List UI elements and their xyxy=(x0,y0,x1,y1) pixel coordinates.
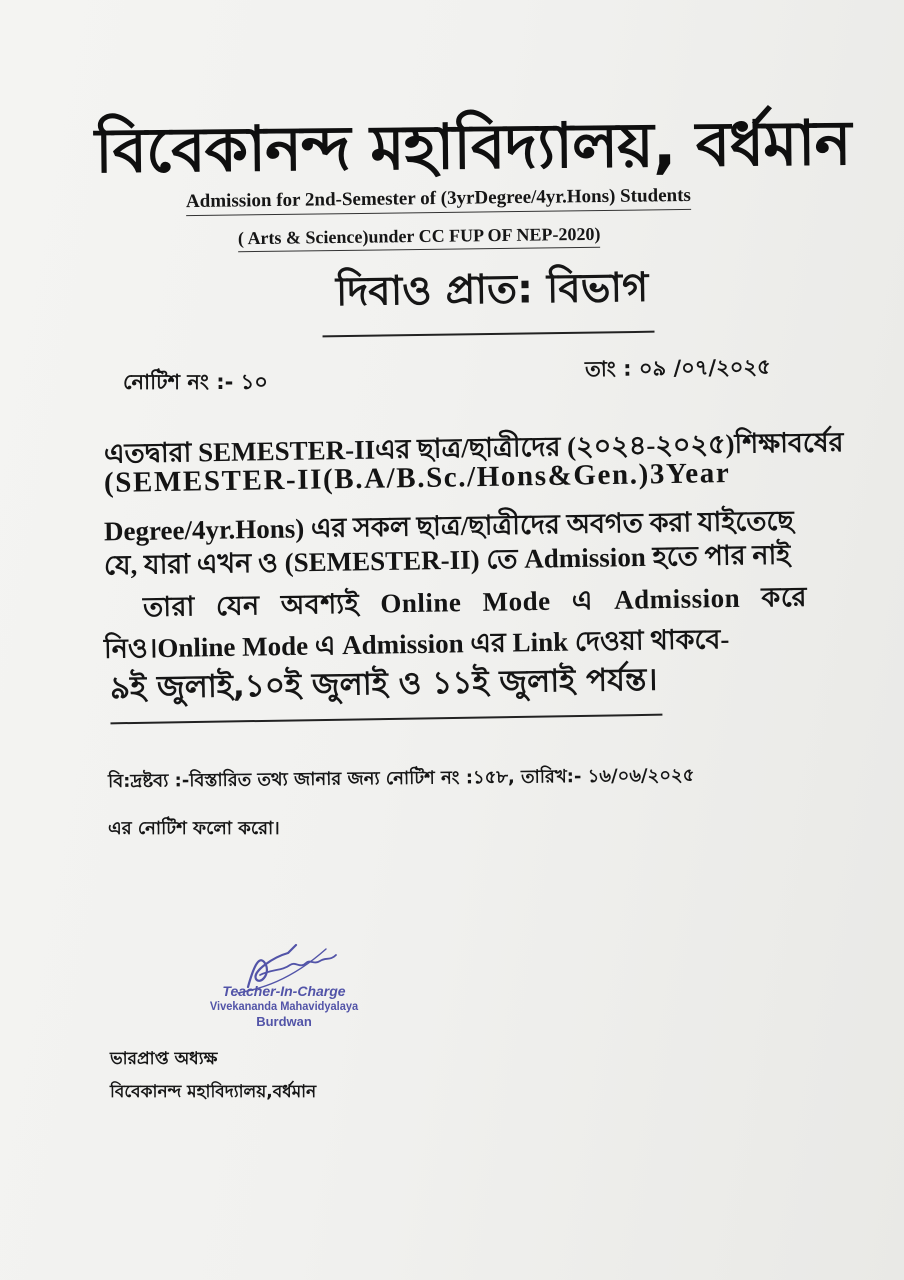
notice-number: নোটিশ নং :- ১০ xyxy=(123,370,268,394)
body-line-6: নিও।Online Mode এ Admission এর Link দেওয়া থাকবে- xyxy=(103,624,730,664)
admission-subtitle-line2: ( Arts & Science)under CC FUP OF NEP-2020) xyxy=(238,224,601,252)
body-line-4: যে, যারা এখন ও (SEMESTER-II) তে Admission হতে পার নাই xyxy=(103,539,791,581)
stamp-line-1: Teacher-In-Charge xyxy=(222,983,346,999)
college-name-heading: বিবেকানন্দ মহাবিদ্যালয়, বর্ধমান xyxy=(94,106,851,187)
section-heading: দিবাও প্রাত: বিভাগ xyxy=(321,256,654,338)
body-line-2: (SEMESTER-II(B.A/B.Sc./Hons&Gen.)3Year xyxy=(103,457,731,499)
official-stamp xyxy=(184,984,384,1029)
notice-date: তাং : ০৯ /০৭/২০২৫ xyxy=(584,354,771,382)
note-line-1: বি:দ্রষ্টব্য :-বিস্তারিত তথ্য জানার জন্য নোটিশ নং :১৫৮, তারিখ:- ১৬/০৬/২০২৫ xyxy=(107,764,695,793)
body-line-3: Degree/4yr.Hons) এর সকল ছাত্র/ছাত্রীদের অবগত করা যাইতেছে xyxy=(103,505,794,547)
note-line-2: এর নোটিশ ফলো করো। xyxy=(108,818,280,839)
signatory-college: বিবেকানন্দ মহাবিদ্যালয়,বর্ধমান xyxy=(110,1082,317,1102)
stamp-line-2: Vivekananda Mahavidyalaya xyxy=(209,999,359,1013)
signatory-designation: ভারপ্রাপ্ত অধ্যক্ষ xyxy=(110,1049,218,1069)
body-line-1: এতদ্বারা SEMESTER-IIএর ছাত্র/ছাত্রীদের (২০২৪-২০২৫)শিক্ষাবর্ষের xyxy=(103,427,844,469)
admission-subtitle-line1: Admission for 2nd-Semester of (3yrDegree/4yr.Hons) Students xyxy=(186,185,691,216)
body-line-5: তারা যেন অবশ্যই Online Mode এ Admission করে xyxy=(142,581,808,623)
admission-dates: ৯ই জুলাই,১০ই জুলাই ও ১১ই জুলাই পর্যন্ত। xyxy=(110,656,662,725)
stamp-line-3: Burdwan xyxy=(256,1014,312,1029)
